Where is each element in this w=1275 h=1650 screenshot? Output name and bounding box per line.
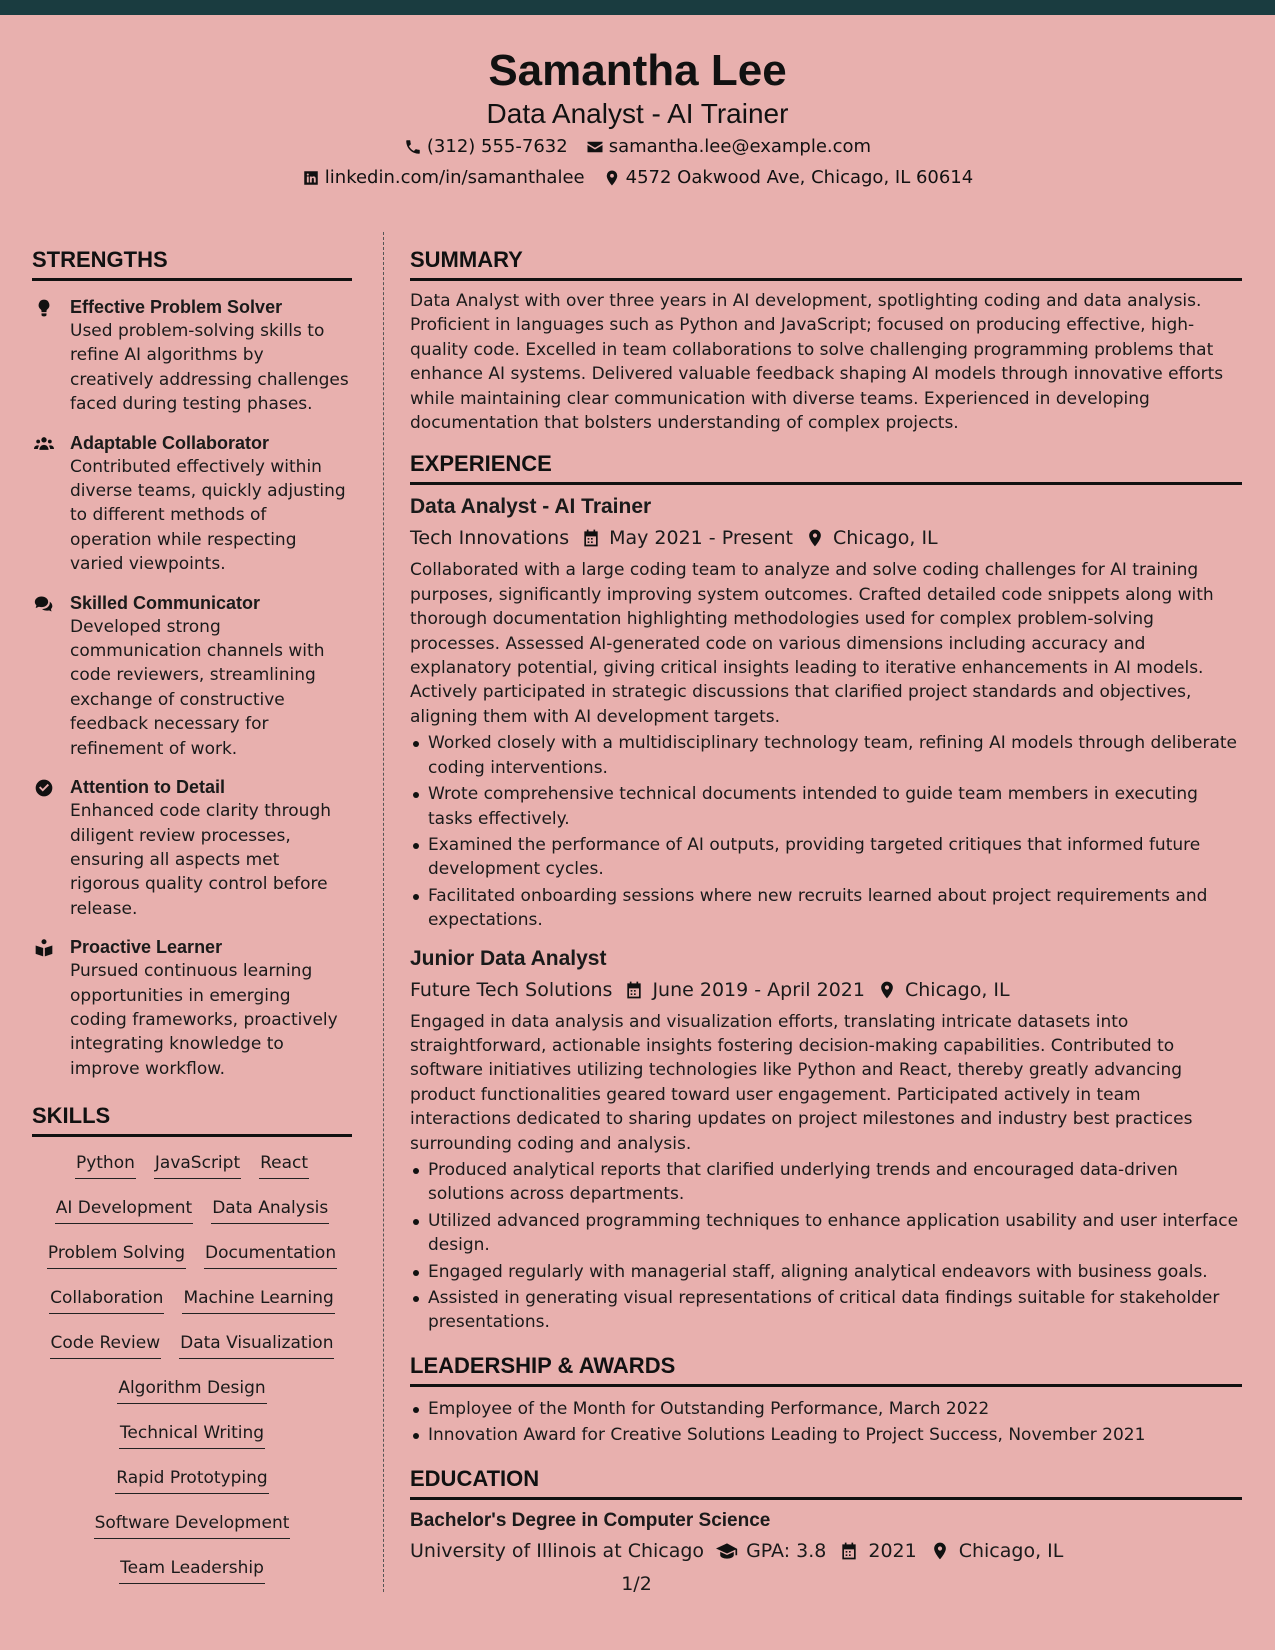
education-location-text: Chicago, IL [958,1539,1064,1562]
address-text: 4572 Oakwood Ave, Chicago, IL 60614 [625,167,974,188]
job-description: Engaged in data analysis and visualization efforts, translating intricate datasets into straightforward, actionable insights fostering decision-making capabilities. Contributed to software initiatives utilizing technologies like Python and React, thereby greatly advancing product functionalities geared toward user engagement. Participated actively in team interactions dedicated to sharing updates on project milestones and industry best practices surrounding coding and analysis. [410,1011,1193,1154]
skill-tag: Technical Writing [119,1421,265,1449]
skill-row [32,1374,352,1419]
skill-tag: JavaScript [154,1151,241,1179]
skills-title: SKILLS [32,1103,352,1137]
map-marker-icon [603,169,621,187]
skill-tag: Algorithm Design [117,1376,266,1404]
envelope-icon [586,138,604,156]
job-entry [410,493,1242,932]
map-marker-icon [805,528,825,548]
email-text[interactable]: samantha.lee@example.com [608,136,872,157]
strength-desc: Developed strong communication channels with code reviewers, streamlining exchange of constructive feedback necessary for refinement of work. [70,616,325,759]
award-item: Innovation Award for Creative Solutions Leading to Project Success, November 2021 [410,1423,1242,1447]
page-number: 1/2 [621,1573,652,1595]
left-column [32,247,352,1599]
right-column [410,247,1242,1566]
email-contact[interactable] [586,136,871,158]
job-meta [410,975,1242,1005]
skill-tag: Documentation [204,1241,337,1269]
job-description: Collaborated with a large coding team to analyze and solve coding challenges for AI training purposes, significantly improving system outcomes. Crafted detailed code snippets along with thorough documentation highlighting methodologies used for complex problem-solving processes. Assessed AI-generated code on various dimensions including accuracy and explanatory potential, giving critical insights leading to iterative enhancements in AI models. Actively participated in strategic discussions that clarified project standards and objectives, aligning them with AI development targets. [410,560,1214,727]
education-location [929,1536,1064,1566]
company-name: Future Tech Solutions [410,978,613,1001]
contact-row-2 [0,167,1275,189]
strength-title: Skilled Communicator [70,592,261,613]
strength-title: Attention to Detail [70,777,225,798]
skill-row [32,1464,352,1509]
experience-title: EXPERIENCE [410,451,1242,485]
education-title: EDUCATION [410,1466,1242,1500]
job-location: Chicago, IL [833,527,938,550]
award-item: Employee of the Month for Outstanding Performance, March 2022 [410,1397,1242,1421]
comments-icon [34,594,54,614]
skill-row [32,1284,352,1329]
linkedin-icon [302,169,320,187]
phone-text: (312) 555-7632 [426,136,568,157]
candidate-name: Samantha Lee [488,46,787,95]
degree-title: Bachelor's Degree in Computer Science [410,1509,771,1531]
job-bullet: Assisted in generating visual representations of critical data findings suitable for stakeholder presentations. [410,1286,1242,1335]
job-bullet: Utilized advanced programming techniques to enhance application usability and user interface design. [410,1209,1242,1258]
skill-tag: Data Visualization [179,1331,334,1359]
job-meta [410,523,1242,553]
skill-tag: Data Analysis [211,1196,329,1224]
resume-header [0,15,1275,203]
job-bullets [410,731,1242,932]
school [410,1536,704,1566]
job-bullet: Worked closely with a multidisciplinary technology team, refining AI models through deliberate coding interventions. [410,731,1242,780]
skill-tag: Rapid Prototyping [115,1466,268,1494]
graduation-year [838,1536,916,1566]
strength-title: Adaptable Collaborator [70,432,270,453]
leadership-title: LEADERSHIP & AWARDS [410,1353,1242,1387]
job-bullet: Wrote comprehensive technical documents intended to guide team members in executing tasks effectively. [410,782,1242,831]
check-circle-icon [34,778,54,798]
map-marker-icon [929,1541,951,1561]
calendar-icon [624,980,644,1000]
linkedin-text[interactable]: linkedin.com/in/samanthalee [324,167,585,188]
year-text: 2021 [868,1539,917,1562]
address-contact [603,167,974,189]
summary-text: Data Analyst with over three years in AI development, spotlighting coding and data analysis. Proficient in languages such as Python and JavaScript; focused on producing effective, high-quality code. Excelled in team collaborations to solve challenging programming problems that enhance AI systems. Delivered valuable feedback shaping AI models through innovative efforts while maintaining clear communication with diverse teams. Experienced in developing documentation that bolsters understanding of complex projects. [410,291,1224,434]
job-entry [410,945,1242,1335]
map-marker-icon [877,980,897,1000]
skills-list [32,1149,352,1599]
column-divider [383,232,384,1592]
phone-icon [404,138,422,156]
skill-row [32,1509,352,1554]
skill-row [32,1194,352,1239]
skill-row [32,1239,352,1284]
skill-row [32,1329,352,1374]
linkedin-contact[interactable] [302,167,585,189]
strength-item [32,775,352,921]
school-name: University of Illinois at Chicago [410,1539,705,1562]
skill-row [32,1419,352,1464]
job-bullet: Facilitated onboarding sessions where new recruits learned about project requirements and expectations. [410,884,1242,933]
skill-tag: React [259,1151,309,1179]
top-bar [0,0,1275,15]
education-meta [410,1536,1242,1566]
experience-list [410,493,1242,1334]
skill-tag: Python [75,1151,136,1179]
job-dates: May 2021 - Present [609,527,793,550]
users-icon [34,434,54,454]
job-bullet: Examined the performance of AI outputs, providing targeted critiques that informed future development cycles. [410,833,1242,882]
calendar-icon [581,528,601,548]
strength-title: Proactive Learner [70,937,223,958]
job-location: Chicago, IL [904,978,1010,1001]
calendar-icon [838,1541,860,1561]
job-dates: June 2019 - April 2021 [652,978,865,1001]
strengths-title: STRENGTHS [32,247,352,281]
gpa [716,1536,826,1566]
gpa-text: GPA: 3.8 [746,1539,827,1562]
strength-desc: Pursued continuous learning opportunities in emerging coding frameworks, proactively integrating knowledge to improve workflow. [70,961,338,1079]
strength-desc: Contributed effectively within diverse teams, quickly adjusting to different methods of operation while respecting varied viewpoints. [70,456,346,575]
strength-item [32,431,352,577]
skill-row [32,1149,352,1194]
summary-title: SUMMARY [410,247,1242,281]
strength-desc: Used problem-solving skills to refine AI algorithms by creatively addressing challenges faced during testing phases. [70,321,349,415]
strength-item [32,935,352,1081]
strength-desc: Enhanced code clarity through diligent review processes, ensuring all aspects met rigorous quality control before release. [70,801,332,919]
skill-tag: Collaboration [49,1286,164,1314]
job-bullets [410,1158,1242,1335]
job-bullet: Produced analytical reports that clarified underlying trends and encouraged data-driven solutions across departments. [410,1158,1242,1207]
strength-item [32,591,352,761]
contact-row-1 [0,136,1275,158]
lightbulb-icon [34,298,54,318]
graduation-cap-icon [716,1541,738,1561]
job-bullet: Engaged regularly with managerial staff, aligning analytical endeavors with business goals. [410,1260,1242,1284]
leadership-list [410,1397,1242,1448]
phone-contact [404,136,568,158]
job-title: Data Analyst - AI Trainer [410,495,652,519]
skill-tag: AI Development [55,1196,194,1224]
skill-tag: Machine Learning [182,1286,334,1314]
job-title: Junior Data Analyst [410,946,607,970]
skill-tag: Problem Solving [47,1241,186,1269]
book-reader-icon [34,938,54,958]
skill-tag: Software Development [94,1511,291,1539]
strength-title: Effective Problem Solver [70,297,283,317]
company-name: Tech Innovations [410,527,570,550]
skill-tag: Code Review [50,1331,162,1359]
strength-item [32,295,352,417]
strengths-list [32,295,352,1081]
skill-tag: Team Leadership [119,1556,265,1584]
candidate-role: Data Analyst - AI Trainer [486,98,789,129]
